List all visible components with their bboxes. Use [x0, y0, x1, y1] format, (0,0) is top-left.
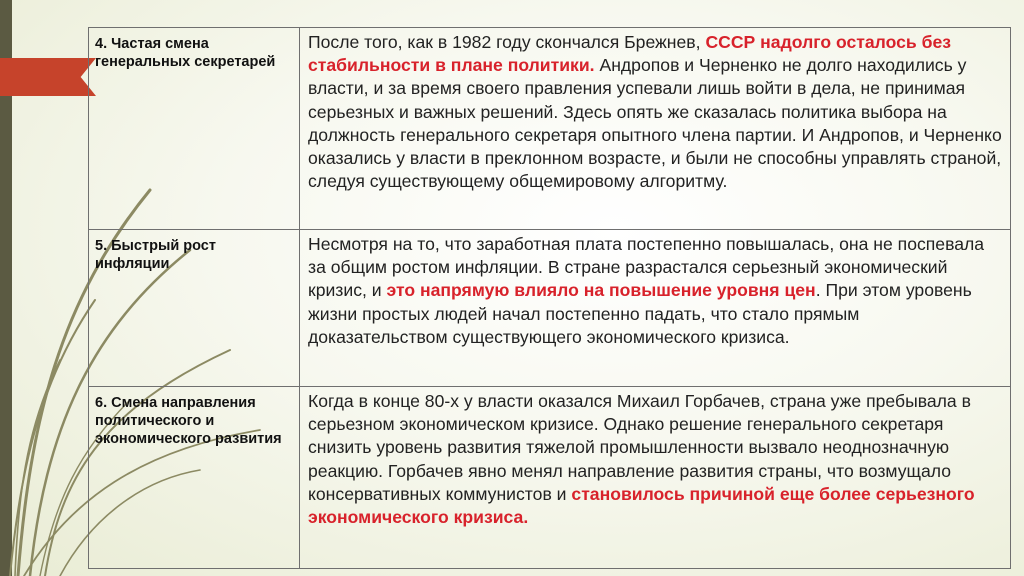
row-text — [300, 387, 1011, 569]
highlighted-text: становилось причиной еще более серьезного экономического кризиса. — [308, 483, 975, 528]
text-before: После того, как в 1982 году скончался Брежнев, — [308, 32, 706, 52]
row-heading: 4. Частая смена генеральных секретарей — [89, 28, 300, 230]
text-before: Когда в конце 80-х у власти оказался Михаил Горбачев, страна уже пребывала в серьезном экономическом кризисе. Однако решение генерального секретаря снизить уровень развития тяжелой промышленности вызвало неоднозначную реакцию. Горбачев явно менял направление развития страны, что возмущало консервативных коммунистов и — [308, 391, 971, 504]
row-text — [300, 28, 1011, 230]
highlighted-text: это напрямую влияло на повышение уровня цен — [386, 280, 816, 301]
table-row — [89, 28, 1011, 230]
text-after: . При этом уровень жизни простых людей начал постепенно падать, что стало прямым доказательством существующего экономического кризиса. — [308, 280, 972, 347]
row-heading: 6. Смена направления политического и экономического развития — [89, 387, 300, 569]
row-text — [300, 230, 1011, 387]
row-heading: 5. Быстрый рост инфляции — [89, 230, 300, 387]
highlighted-text: СССР надолго осталось без стабильности в плане политики. — [308, 32, 952, 76]
table-row — [89, 230, 1011, 387]
table-row — [89, 387, 1011, 569]
text-before: Несмотря на то, что заработная плата постепенно повышалась, она не поспевала за общим ростом инфляции. В стране разрастался серьезный экономический кризис, и — [308, 234, 985, 301]
text-after: Андропов и Черненко не долго находились у власти, и за время своего правления успевали лишь войти в дела, не принимая серьезных и важных решений. Здесь опять же сказалась политика выбора на должность генерального секретаря опытного члена партии. И Андропов, и Черненко оказались у власти в преклонном возрасте, и были не способны управлять страной, следуя существующему общемировому алгоритму. — [308, 55, 1002, 192]
content-table — [88, 27, 1011, 569]
